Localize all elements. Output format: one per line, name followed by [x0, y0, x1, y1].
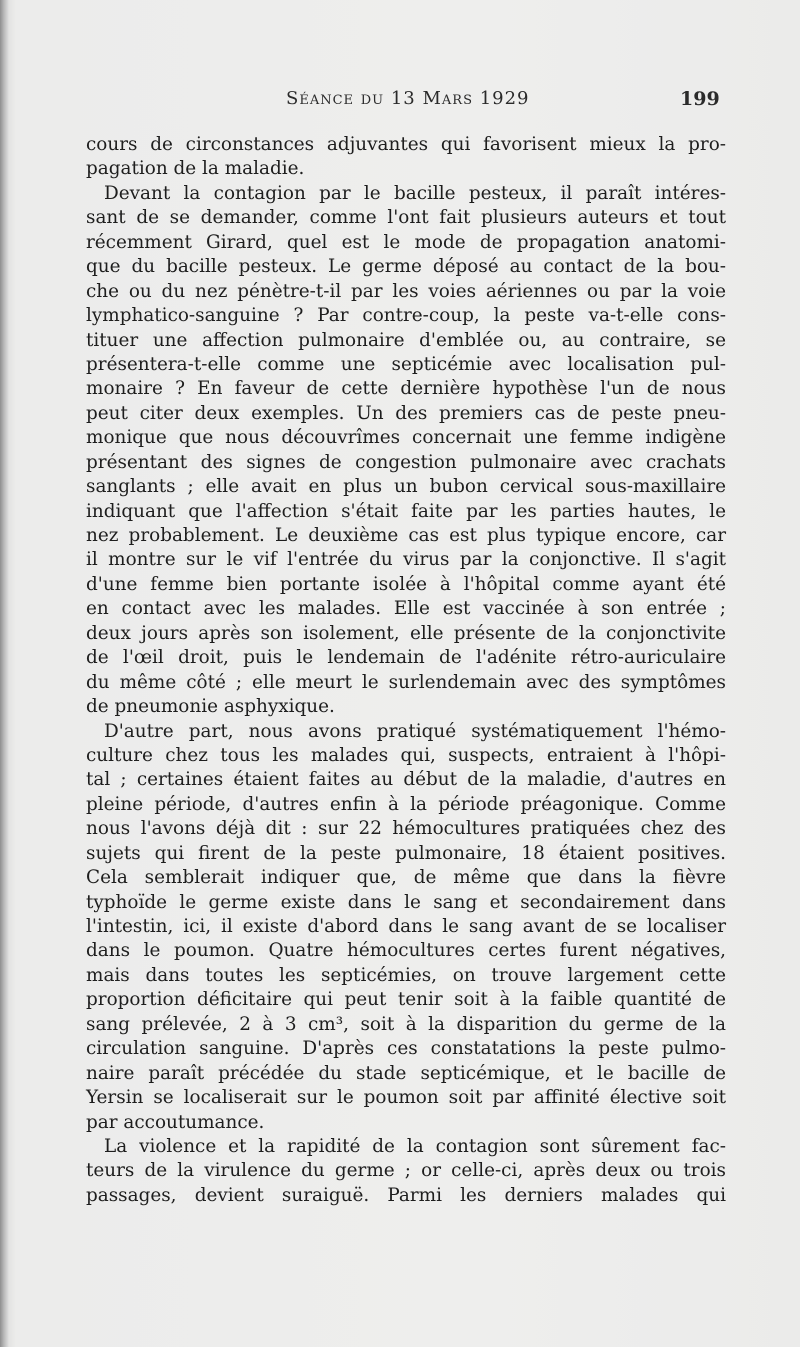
- text-line: monaire ? En faveur de cette dernière hypothèse l'un de nous: [86, 378, 726, 400]
- text-line: proportion déficitaire qui peut tenir soit à la faible quantité de: [86, 989, 726, 1011]
- text-line: che ou du nez pénètre-t-il par les voies aériennes ou par la voie: [86, 280, 726, 302]
- text-line: passages, devient suraiguë. Parmi les derniers malades qui: [86, 1184, 726, 1206]
- text-line: sujets qui firent de la peste pulmonaire, 18 étaient positives.: [86, 842, 726, 864]
- text-line: il montre sur le vif l'entrée du virus par la conjonctive. Il s'agit: [86, 549, 726, 571]
- page-number: 199: [680, 88, 720, 110]
- text-line: circulation sanguine. D'après ces constatations la peste pulmo-: [86, 1038, 726, 1060]
- text-line: dans le poumon. Quatre hémocultures certes furent négatives,: [86, 940, 726, 962]
- text-line: tal ; certaines étaient faites au début de la maladie, d'autres en: [86, 769, 726, 791]
- text-line: La violence et la rapidité de la contagion sont sûrement fac-: [104, 1135, 726, 1157]
- text-line: sant de se demander, comme l'ont fait plusieurs auteurs et tout: [86, 207, 726, 229]
- text-line: tituer une affection pulmonaire d'emblée ou, au contraire, se: [86, 329, 726, 351]
- text-line: pleine période, d'autres enfin à la période préagonique. Comme: [86, 793, 726, 815]
- text-line: nez probablement. Le deuxième cas est plus typique encore, car: [86, 525, 726, 546]
- text-line: deux jours après son isolement, elle présente de la conjonctivite: [86, 622, 726, 644]
- text-line: culture chez tous les malades qui, suspects, entraient à l'hôpi-: [86, 744, 726, 766]
- text-line: peut citer deux exemples. Un des premiers cas de peste pneu-: [86, 402, 726, 424]
- body-text: [86, 133, 726, 1208]
- text-line: indiquant que l'affection s'était faite par les parties hautes, le: [86, 500, 726, 522]
- text-line: du même côté ; elle meurt le surlendemain avec des symptômes: [86, 671, 726, 693]
- text-line: nous l'avons déjà dit : sur 22 hémocultures pratiquées chez des: [86, 818, 726, 840]
- text-line: de l'œil droit, puis le lendemain de l'adénite rétro-auriculaire: [86, 647, 726, 669]
- text-line: Devant la contagion par le bacille pesteux, il paraît intéres-: [104, 182, 726, 204]
- text-line: mais dans toutes les septicémies, on trouve largement cette: [86, 964, 726, 986]
- text-line: récemment Girard, quel est le mode de propagation anatomi-: [86, 231, 726, 253]
- text-line: Cela semblerait indiquer que, de même que dans la fièvre: [86, 867, 726, 889]
- text-line: lymphatico-sanguine ? Par contre-coup, la peste va-t-elle cons-: [86, 305, 726, 327]
- text-line: pagation de la maladie.: [86, 158, 305, 180]
- text-line: D'autre part, nous avons pratiqué systématiquement l'hémo-: [104, 720, 726, 742]
- text-line: naire paraît précédée du stade septicémique, et le bacille de: [86, 1062, 726, 1084]
- text-line: typhoïde le germe existe dans le sang et secondairement dans: [86, 891, 726, 913]
- text-line: présentera-t-elle comme une septicémie avec localisation pul-: [86, 353, 726, 375]
- text-line: par accoutumance.: [86, 1111, 265, 1133]
- text-line: l'intestin, ici, il existe d'abord dans le sang avant de se localiser: [86, 916, 726, 937]
- running-title: Séance du 13 Mars 1929: [286, 88, 530, 109]
- text-line: présentant des signes de congestion pulmonaire avec crachats: [86, 451, 726, 473]
- text-line: monique que nous découvrîmes concernait une femme indigène: [86, 427, 726, 449]
- text-line: de pneumonie asphyxique.: [86, 696, 335, 718]
- text-line: que du bacille pesteux. Le germe déposé au contact de la bou-: [86, 256, 726, 278]
- text-line: d'une femme bien portante isolée à l'hôpital comme ayant été: [86, 573, 726, 595]
- running-head: [0, 88, 800, 114]
- text-line: Yersin se localiserait sur le poumon soit par affinité élective soit: [86, 1087, 726, 1109]
- text-line: sang prélevée, 2 à 3 cm³, soit à la disparition du germe de la: [86, 1013, 726, 1035]
- text-line: teurs de la virulence du germe ; or celle-ci, après deux ou trois: [86, 1160, 726, 1182]
- text-line: en contact avec les malades. Elle est vaccinée à son entrée ;: [86, 598, 726, 620]
- text-line: sanglants ; elle avait en plus un bubon cervical sous-maxillaire: [86, 476, 726, 498]
- text-line: cours de circonstances adjuvantes qui favorisent mieux la pro-: [86, 134, 726, 155]
